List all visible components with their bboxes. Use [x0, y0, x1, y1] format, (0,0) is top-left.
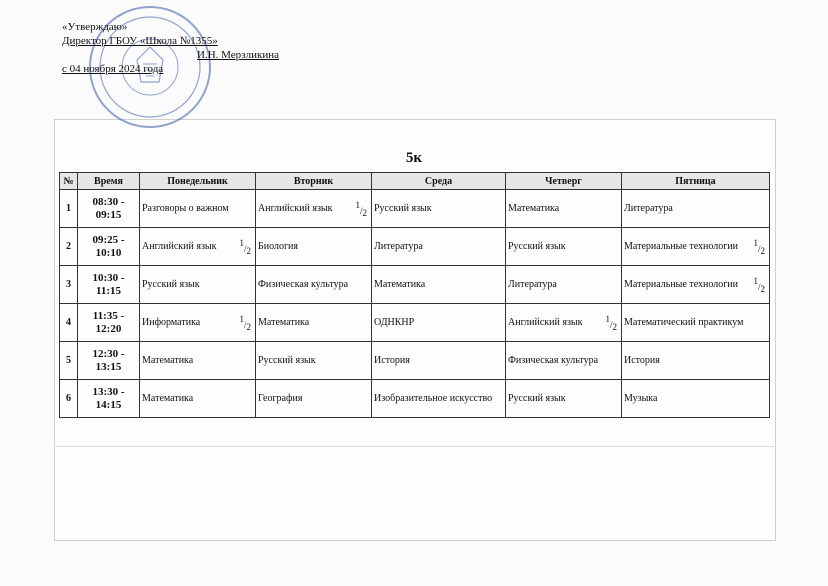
- subject-name: География: [258, 393, 303, 404]
- subject-name: Физическая культура: [508, 355, 599, 366]
- approval-signature-name: И.Н. Мерзликина: [197, 49, 280, 61]
- subject-cell: [506, 342, 622, 380]
- lesson-number: 1: [60, 190, 78, 228]
- subject-cell: [140, 266, 256, 304]
- subject-cell: [140, 380, 256, 418]
- subject-cell: [622, 228, 770, 266]
- subject-cell: [140, 190, 256, 228]
- subject-name: Биология: [258, 241, 299, 252]
- subject-cell: [372, 266, 506, 304]
- subject-name: Изобразительное искусство: [374, 393, 493, 404]
- subject-name: Литература: [508, 279, 557, 290]
- subject-cell: [622, 380, 770, 418]
- lesson-number: 3: [60, 266, 78, 304]
- subject-name: Информатика: [142, 317, 201, 328]
- class-title: 5к: [405, 150, 423, 166]
- group-split-fraction: $^1/_2$: [239, 313, 251, 332]
- subject-name: Материальные технологии: [624, 241, 739, 252]
- column-header: Четверг: [506, 173, 622, 190]
- subject-cell: [622, 266, 770, 304]
- table-row: [60, 228, 770, 266]
- subject-name: Русский язык: [508, 241, 566, 252]
- approval-date: с 04 ноября 2024 года: [62, 63, 164, 75]
- subject-cell: [622, 190, 770, 228]
- subject-name: Разговоры о важном: [142, 203, 229, 214]
- subject-name: Материальные технологии: [624, 279, 739, 290]
- subject-name: Русский язык: [508, 393, 566, 404]
- subject-name: Математика: [142, 355, 194, 366]
- table-header-row: [60, 173, 770, 190]
- subject-cell: [506, 228, 622, 266]
- subject-cell: [622, 304, 770, 342]
- subject-name: Английский язык: [508, 317, 583, 328]
- lesson-time: 08:30 - 09:15: [78, 190, 140, 228]
- subject-name: Английский язык: [142, 241, 217, 252]
- group-split-fraction: $^1/_2$: [753, 237, 765, 256]
- schedule-table: [59, 172, 770, 418]
- lesson-number: 4: [60, 304, 78, 342]
- column-header: Вторник: [256, 173, 372, 190]
- subject-name: Музыка: [624, 393, 658, 404]
- group-split-fraction: $^1/_2$: [355, 199, 367, 218]
- subject-cell: [506, 266, 622, 304]
- subject-name: Математика: [374, 279, 426, 290]
- approval-block: [62, 20, 279, 76]
- table-row: [60, 342, 770, 380]
- subject-cell: [256, 266, 372, 304]
- column-header: Пятница: [622, 173, 770, 190]
- subject-cell: [372, 380, 506, 418]
- subject-cell: [256, 190, 372, 228]
- subject-cell: [256, 380, 372, 418]
- subject-cell: [372, 342, 506, 380]
- subject-name: История: [374, 355, 410, 366]
- lesson-number: 6: [60, 380, 78, 418]
- subject-name: Литература: [624, 203, 673, 214]
- group-split-fraction: $^1/_2$: [753, 275, 765, 294]
- subject-name: Русский язык: [374, 203, 432, 214]
- lesson-time: 11:35 - 12:20: [78, 304, 140, 342]
- table-row: [60, 380, 770, 418]
- column-header: Понедельник: [140, 173, 256, 190]
- lesson-time: 13:30 - 14:15: [78, 380, 140, 418]
- lesson-number: 5: [60, 342, 78, 380]
- lesson-time: 12:30 - 13:15: [78, 342, 140, 380]
- subject-cell: [372, 190, 506, 228]
- table-row: [60, 304, 770, 342]
- table-row: [60, 190, 770, 228]
- subject-cell: [140, 342, 256, 380]
- subject-cell: [506, 304, 622, 342]
- subject-cell: [256, 342, 372, 380]
- approval-title: «Утверждаю»: [62, 21, 128, 33]
- subject-name: Английский язык: [258, 203, 333, 214]
- subject-name: Русский язык: [258, 355, 316, 366]
- subject-cell: [256, 228, 372, 266]
- subject-name: Физическая культура: [258, 279, 349, 290]
- column-header: №: [60, 173, 78, 190]
- lesson-number: 2: [60, 228, 78, 266]
- subject-name: Литература: [374, 241, 423, 252]
- subject-cell: [372, 228, 506, 266]
- divider: [54, 446, 774, 447]
- subject-cell: [506, 380, 622, 418]
- subject-cell: [256, 304, 372, 342]
- subject-name: Математический практикум: [624, 317, 744, 328]
- subject-name: Русский язык: [142, 279, 200, 290]
- table-row: [60, 266, 770, 304]
- lesson-time: 09:25 - 10:10: [78, 228, 140, 266]
- subject-name: Математика: [508, 203, 560, 214]
- subject-name: ОДНКНР: [374, 317, 415, 328]
- column-header: Время: [78, 173, 140, 190]
- group-split-fraction: $^1/_2$: [605, 313, 617, 332]
- subject-name: Математика: [142, 393, 194, 404]
- lesson-time: 10:30 - 11:15: [78, 266, 140, 304]
- group-split-fraction: $^1/_2$: [239, 237, 251, 256]
- subject-cell: [622, 342, 770, 380]
- subject-cell: [372, 304, 506, 342]
- column-header: Среда: [372, 173, 506, 190]
- subject-name: Математика: [258, 317, 310, 328]
- subject-cell: [140, 304, 256, 342]
- approval-director: Директор ГБОУ «Школа №1355»: [62, 35, 218, 47]
- subject-name: История: [624, 355, 660, 366]
- subject-cell: [506, 190, 622, 228]
- subject-cell: [140, 228, 256, 266]
